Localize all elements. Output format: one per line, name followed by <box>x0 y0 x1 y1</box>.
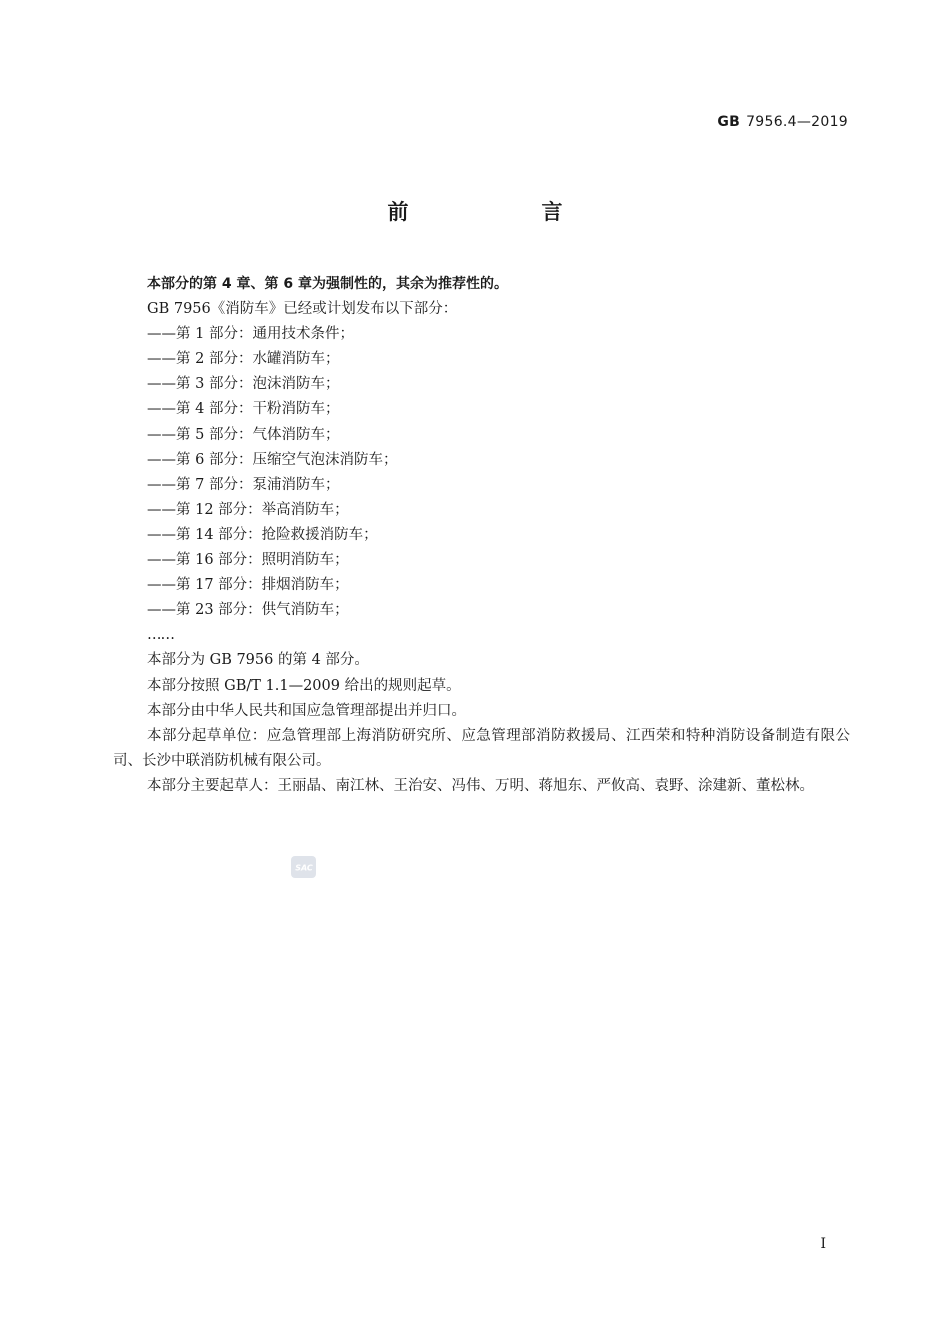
mandatory-statement: 本部分的第 4 章、第 6 章为强制性的，其余为推荐性的。 <box>147 276 508 292</box>
document-code-prefix: GB <box>717 114 741 130</box>
list-item: ——第 12 部分：举高消防车； <box>147 501 349 518</box>
drafting-units-statement: 本部分起草单位：应急管理部上海消防研究所、应急管理部消防救援局、江西荣和特种消防设备制造有限公司、长沙中联消防机械有限公司。 <box>113 727 850 769</box>
document-code-number: 7956.4—2019 <box>746 114 848 130</box>
list-item: ——第 16 部分：照明消防车； <box>147 552 349 569</box>
sac-watermark-logo <box>291 856 316 878</box>
page-number: I <box>820 1236 826 1252</box>
series-intro: GB 7956《消防车》已经或计划发布以下部分： <box>147 301 458 318</box>
part-of-statement: 本部分为 GB 7956 的第 4 部分。 <box>147 652 369 669</box>
drafting-rules-statement: 本部分按照 GB/T 1.1—2009 给出的规则起草。 <box>147 677 461 694</box>
list-item: ——第 14 部分：抢险救援消防车； <box>147 526 378 543</box>
proposed-by-statement: 本部分由中华人民共和国应急管理部提出并归口。 <box>147 702 466 719</box>
drafters-statement: 本部分主要起草人：王丽晶、南江林、王治安、冯伟、万明、蒋旭东、严攸高、袁野、涂建新、董松林。 <box>147 777 814 794</box>
list-item: ——第 23 部分：供气消防车； <box>147 602 349 619</box>
list-item: ——第 2 部分：水罐消防车； <box>147 351 340 368</box>
sac-logo-icon <box>293 861 315 873</box>
document-code <box>717 114 848 130</box>
list-ellipsis: …… <box>147 627 174 644</box>
list-item: ——第 6 部分：压缩空气泡沫消防车； <box>147 451 398 468</box>
list-item: ——第 17 部分：排烟消防车； <box>147 577 349 594</box>
list-item: ——第 7 部分：泵浦消防车； <box>147 476 340 493</box>
page-title: 前 言 <box>387 200 619 224</box>
list-item: ——第 1 部分：通用技术条件； <box>147 326 354 343</box>
list-item: ——第 4 部分：干粉消防车； <box>147 401 340 418</box>
sac-logo-text: SAC <box>294 863 313 873</box>
list-item: ——第 3 部分：泡沫消防车； <box>147 376 340 393</box>
list-item: ——第 5 部分：气体消防车； <box>147 426 340 443</box>
foreword-body <box>113 272 850 799</box>
